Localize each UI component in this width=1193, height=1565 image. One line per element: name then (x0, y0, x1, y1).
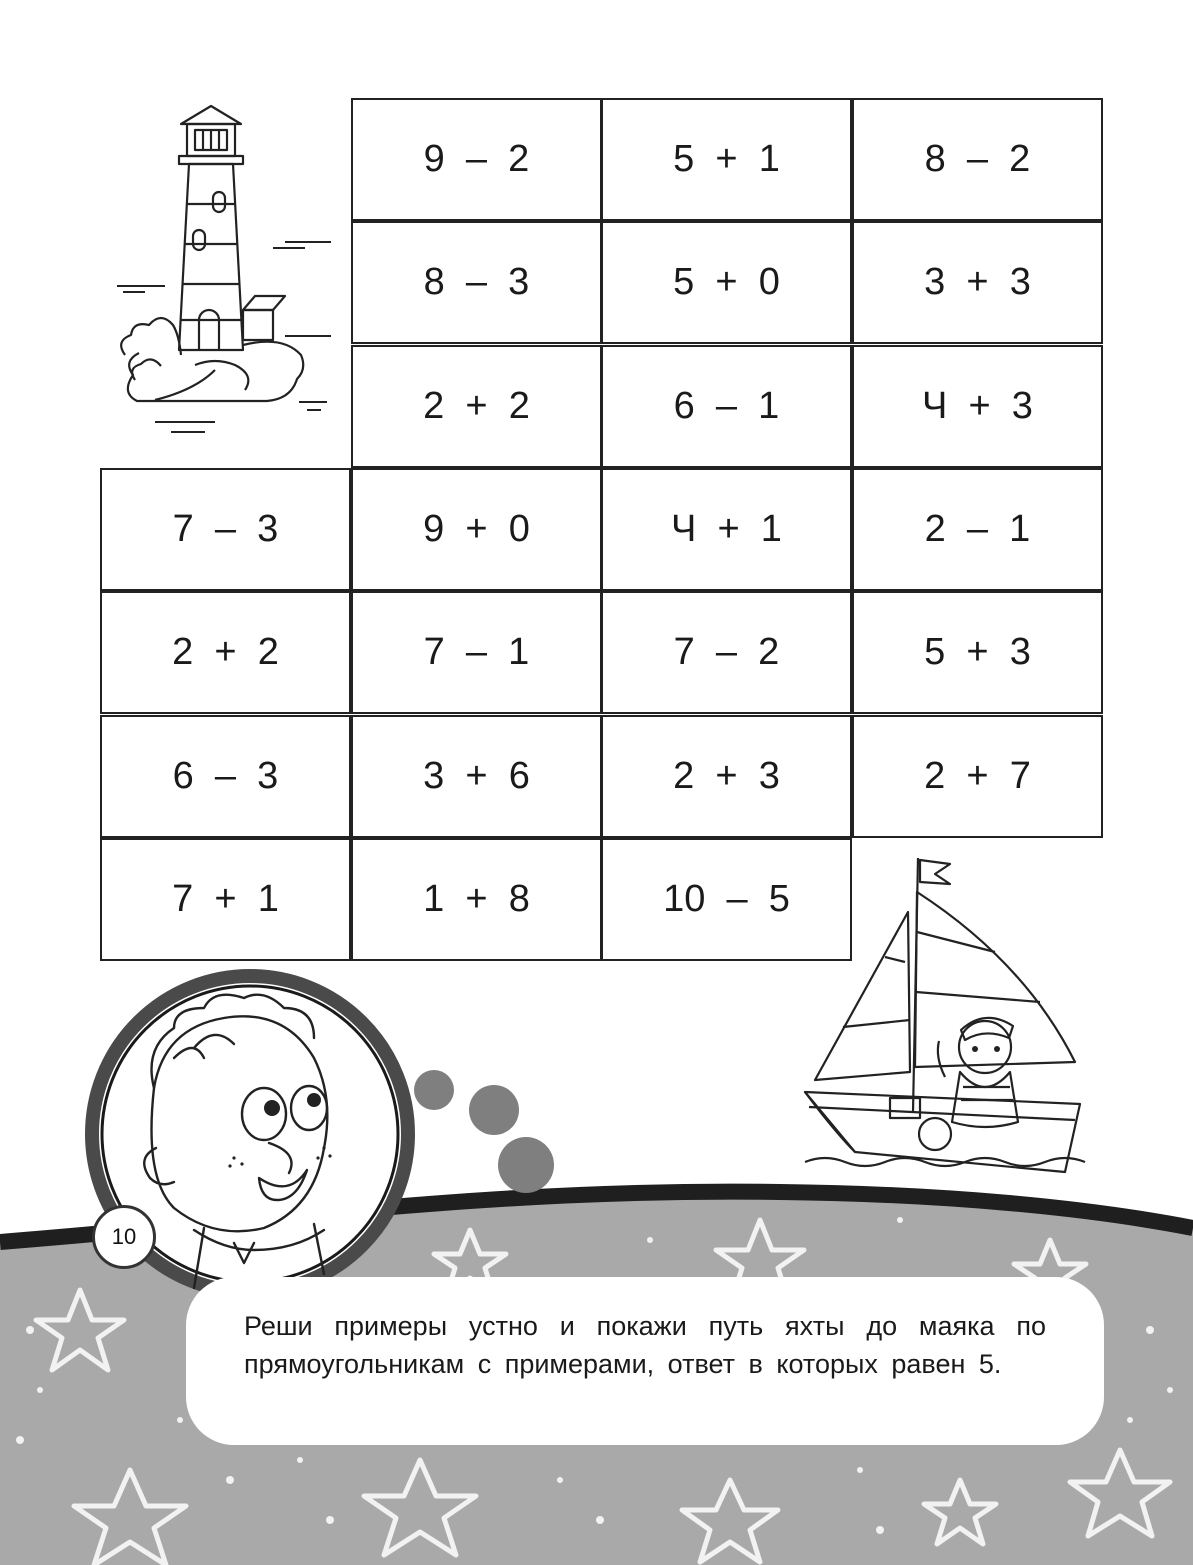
example-cell[interactable]: 6 – 1 (601, 345, 852, 468)
example-cell[interactable]: 7 + 1 (100, 838, 351, 961)
example-cell[interactable]: Ч + 3 (852, 345, 1103, 468)
example-cell[interactable]: 5 + 3 (852, 591, 1103, 714)
example-cell[interactable]: 9 + 0 (351, 468, 602, 591)
example-cell[interactable]: 2 + 7 (852, 715, 1103, 838)
sailboat-icon (795, 852, 1125, 1182)
example-cell[interactable]: 5 + 0 (601, 221, 852, 344)
example-cell[interactable]: 9 – 2 (351, 98, 602, 221)
example-cell[interactable]: 8 – 2 (852, 98, 1103, 221)
example-cell[interactable]: 7 – 3 (100, 468, 351, 591)
example-cell[interactable]: 6 – 3 (100, 715, 351, 838)
example-cell[interactable]: 2 – 1 (852, 468, 1103, 591)
example-cell[interactable]: 3 + 3 (852, 221, 1103, 344)
example-cell[interactable]: 2 + 3 (601, 715, 852, 838)
example-cell[interactable]: 10 – 5 (601, 838, 852, 961)
instruction-text: Реши примеры устно и покажи путь яхты до маяка по прямоугольникам с примерами, ответ в которых равен 5. (186, 1277, 1104, 1445)
example-cell[interactable]: 2 + 2 (100, 591, 351, 714)
page-number: 10 (92, 1205, 156, 1269)
example-cell[interactable]: 7 – 1 (351, 591, 602, 714)
example-cell[interactable]: 3 + 6 (351, 715, 602, 838)
example-cell[interactable]: 2 + 2 (351, 345, 602, 468)
example-cell[interactable]: 1 + 8 (351, 838, 602, 961)
example-cell[interactable]: 7 – 2 (601, 591, 852, 714)
thought-bubble-icon (410, 1065, 560, 1200)
example-cell[interactable]: Ч + 1 (601, 468, 852, 591)
example-cell[interactable]: 8 – 3 (351, 221, 602, 344)
example-cell[interactable]: 5 + 1 (601, 98, 852, 221)
